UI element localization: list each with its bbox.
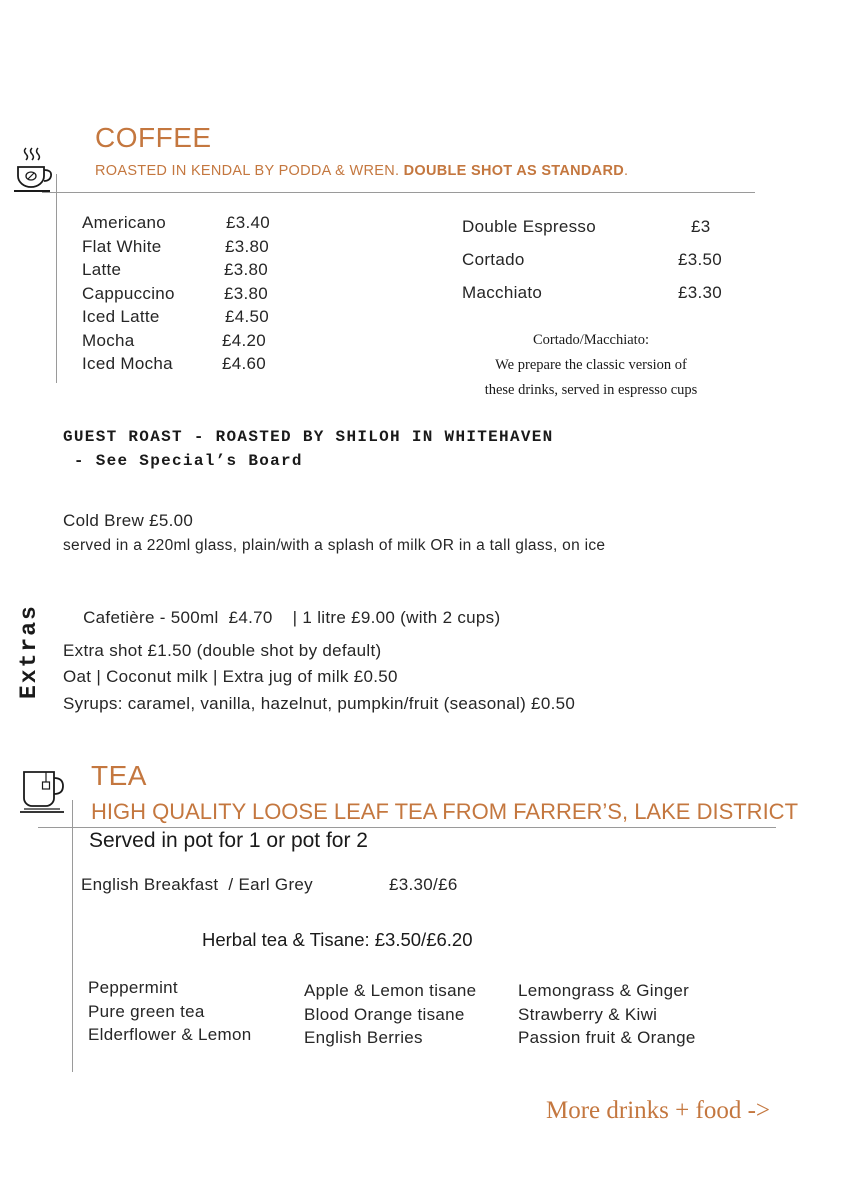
extra-shot: Extra shot £1.50 (double shot by default): [63, 641, 382, 660]
tea-column-2: [304, 979, 476, 1050]
tea-vertical-rule: [72, 800, 73, 1072]
coffee-item-row: [82, 282, 282, 306]
extras-side-label: Extras: [16, 604, 42, 699]
coffee-item-price: £3.80: [225, 236, 270, 256]
coffee-item-price: £4.50: [225, 307, 270, 326]
more-drinks-link[interactable]: More drinks + food ->: [546, 1097, 770, 1124]
coffee-item-price: £3.80: [224, 260, 269, 279]
coffee-item-row: [462, 276, 742, 309]
coffee-subtitle-text: ROASTED IN KENDAL BY PODDA & WREN.: [95, 163, 404, 179]
coffee-item-price: £4.60: [222, 354, 267, 373]
coffee-item-name: Cappuccino: [82, 283, 175, 303]
coffee-item-name: Americano: [82, 213, 166, 232]
coffee-subtitle-bold: DOUBLE SHOT AS STANDARD: [403, 163, 624, 179]
guest-roast-line1: GUEST ROAST - ROASTED BY SHILOH IN WHITEHAVEN: [63, 428, 554, 446]
coffee-item-row: [82, 352, 282, 376]
cafetiere-small: Cafetière - 500ml £4.70: [83, 608, 273, 627]
coffee-item-price: £3.40: [226, 213, 271, 232]
coffee-note: [462, 328, 720, 403]
coffee-note-line1: Cortado/Macchiato:: [533, 332, 649, 348]
coffee-item-name: Iced Mocha: [82, 354, 173, 373]
english-breakfast-price: £3.30/£6: [389, 875, 458, 894]
tea-variety: Peppermint: [88, 978, 178, 997]
coffee-title: COFFEE: [95, 122, 212, 153]
coffee-item-name: Flat White: [82, 236, 162, 256]
coffee-item-name: Cortado: [462, 250, 525, 269]
tea-variety: Lemongrass & Ginger: [518, 981, 690, 1000]
coffee-item-row: [82, 235, 282, 259]
coffee-note-line2: We prepare the classic version of: [495, 357, 687, 373]
tea-column-3: [518, 979, 696, 1050]
cafetiere-price: [63, 588, 500, 648]
tea-variety: Elderflower & Lemon: [88, 1025, 252, 1044]
tea-variety: Apple & Lemon tisane: [304, 981, 477, 1000]
guest-roast-line2: - See Special’s Board: [63, 452, 303, 470]
herbal-tea-price: Herbal tea & Tisane: £3.50/£6.20: [202, 929, 473, 950]
coffee-divider: [42, 192, 755, 193]
coffee-item-name: Latte: [82, 260, 122, 279]
syrups: Syrups: caramel, vanilla, hazelnut, pumpkin/fruit (seasonal) £0.50: [63, 694, 576, 713]
tea-variety: Pure green tea: [88, 1001, 205, 1021]
tea-divider: [38, 827, 776, 828]
english-breakfast-name: English Breakfast / Earl Grey: [81, 875, 313, 894]
coffee-item-price: £4.20: [222, 330, 267, 350]
tea-title: TEA: [91, 760, 147, 791]
tea-cup-icon: [18, 766, 68, 823]
tea-column-1: [88, 976, 252, 1047]
coffee-item-row: [82, 329, 282, 353]
tea-variety: English Berries: [304, 1028, 423, 1047]
coffee-item-name: Macchiato: [462, 283, 543, 302]
coffee-right-list: [462, 210, 742, 309]
coffee-item-name: Iced Latte: [82, 307, 160, 326]
coffee-vertical-rule: [56, 174, 57, 383]
tea-subtitle: HIGH QUALITY LOOSE LEAF TEA FROM FARRER’S, LAKE DISTRICT: [91, 799, 799, 824]
coffee-item-name: Mocha: [82, 330, 135, 350]
coffee-item-price: £3: [691, 217, 711, 236]
coffee-left-list: [82, 211, 282, 376]
coffee-item-row: [82, 258, 282, 282]
tea-variety: Strawberry & Kiwi: [518, 1004, 658, 1024]
coffee-subtitle-end: .: [624, 163, 629, 179]
cold-brew-title: Cold Brew £5.00: [63, 511, 194, 530]
milk-options: Oat | Coconut milk | Extra jug of milk £0.50: [63, 667, 398, 686]
coffee-item-row: [82, 211, 282, 235]
tea-variety: Blood Orange tisane: [304, 1004, 465, 1024]
coffee-item-row: [462, 210, 742, 243]
tea-served: Served in pot for 1 or pot for 2: [89, 829, 368, 852]
coffee-item-row: [82, 305, 282, 329]
coffee-item-price: £3.80: [224, 283, 269, 303]
coffee-item-name: Double Espresso: [462, 217, 596, 236]
coffee-item-price: £3.50: [678, 250, 723, 269]
cold-brew-description: served in a 220ml glass, plain/with a splash of milk OR in a tall glass, on ice: [63, 537, 606, 554]
tea-variety: Passion fruit & Orange: [518, 1028, 696, 1047]
coffee-item-row: [462, 243, 742, 276]
coffee-item-price: £3.30: [678, 283, 723, 302]
coffee-note-line3: these drinks, served in espresso cups: [484, 382, 698, 398]
cafetiere-large: | 1 litre £9.00 (with 2 cups): [292, 608, 501, 627]
coffee-subtitle: [95, 163, 628, 179]
